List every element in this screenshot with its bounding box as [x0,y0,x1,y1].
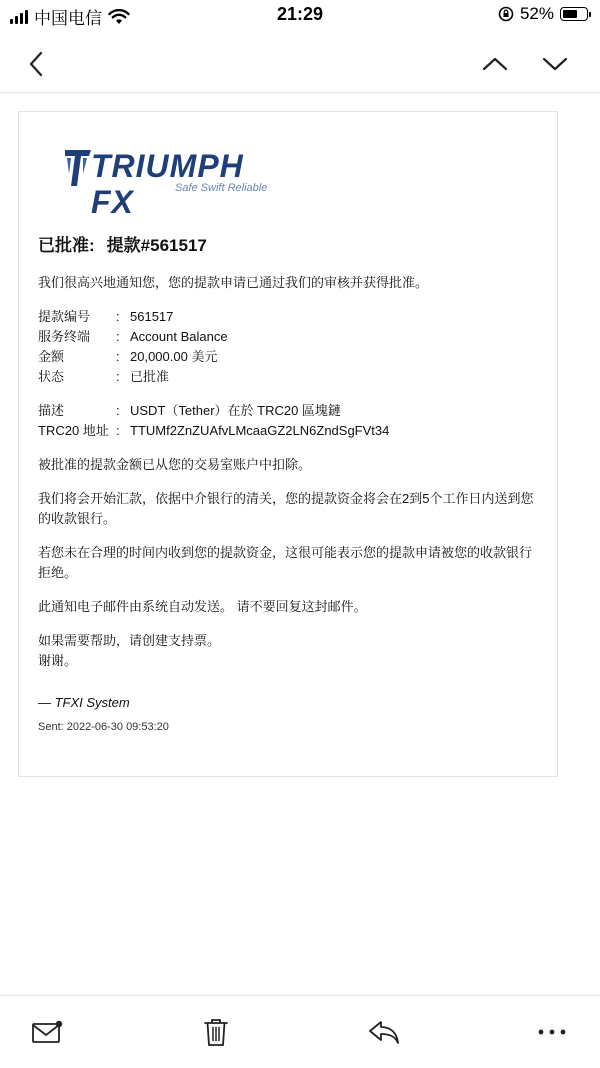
detail-label: 描述 [38,403,65,418]
orientation-lock-icon [498,6,514,22]
sent-timestamp: Sent: 2022-06-30 09:53:20 [38,721,169,733]
triumph-fx-logo [63,146,283,220]
back-button[interactable] [16,44,56,84]
chevron-down-icon [542,56,568,72]
trash-icon [203,1017,229,1047]
reply-button[interactable] [366,1016,402,1048]
transfer-text: 我们将会开始汇款，依据中介银行的清关，您的提款资金将会在2到5个工作日内送到您的收款银行。 [38,491,534,526]
thanks-text: 谢谢。 [38,653,78,668]
nav-bar [0,32,600,93]
rejection-text: 若您未在合理的时间内收到您的提款资金，这很可能表示您的提款申请被您的收款银行拒绝。 [38,545,533,580]
carrier-label: 中国电信 [34,9,102,28]
detail-separator: : [116,329,120,344]
logo-mark-icon [63,148,93,188]
detail-value: Account Balance [130,329,228,344]
detail-label: 状态 [38,369,65,384]
logo-wordmark: TRIUMPH FX [91,148,244,220]
delete-button[interactable] [198,1016,234,1048]
detail-label: 服务终端 [38,329,91,344]
mail-unread-icon [31,1019,63,1045]
signature: — TFXI System [38,695,130,710]
email-content [38,234,543,737]
title-status: 已批准: [38,236,95,255]
detail-separator: : [116,403,120,418]
detail-row [38,367,543,387]
status-right [498,4,588,24]
more-icon [537,1028,567,1036]
clock: 21:29 [276,4,324,24]
detail-row [38,327,543,347]
withdrawal-details [38,307,543,387]
deduction-text: 被批准的提款金额已从您的交易室账户中扣除。 [38,457,312,472]
detail-separator: : [116,369,120,384]
detail-row [38,307,543,327]
detail-row [38,401,543,421]
email-title [38,234,543,258]
title-withdrawal-id: 提款#561517 [106,236,207,255]
status-bar [0,0,600,32]
detail-row [38,347,543,367]
previous-email-button[interactable] [475,44,515,84]
reply-icon [367,1018,401,1046]
detail-value: 561517 [130,309,174,324]
detail-value: 20,000.00 美元 [130,349,218,364]
payment-details [38,401,543,441]
bottom-toolbar [0,995,600,1068]
chevron-up-icon [482,56,508,72]
logo-tagline: Safe Swift Reliable [175,182,268,194]
trc20-address: TTUMf2ZnZUAfvLMcaaGZ2LN6ZndSgFVt34 [130,423,390,438]
detail-label: 提款编号 [38,309,91,324]
detail-label: TRC20 地址 [38,423,109,438]
detail-separator: : [116,309,120,324]
more-button[interactable] [534,1016,570,1048]
detail-separator: : [116,423,120,438]
mark-unread-button[interactable] [29,1016,65,1048]
auto-notice-text: 此通知电子邮件由系统自动发送。 请不要回复这封邮件。 [38,599,367,614]
intro-text: 我们很高兴地通知您，您的提款申请已通过我们的审核并获得批准。 [38,275,429,290]
next-email-button[interactable] [535,44,575,84]
detail-value: USDT（Tether）在於 TRC20 區塊鏈 [130,403,341,418]
chevron-left-icon [28,51,44,77]
battery-level [563,10,577,18]
email-card [18,111,558,777]
battery-icon [560,7,588,21]
battery-percent: 52% [519,4,554,23]
help-text: 如果需要帮助，请创建支持票。 [38,633,221,648]
detail-label: 金额 [38,349,65,364]
detail-value: 已批准 [130,369,170,384]
detail-separator: : [116,349,120,364]
detail-row [38,421,543,441]
